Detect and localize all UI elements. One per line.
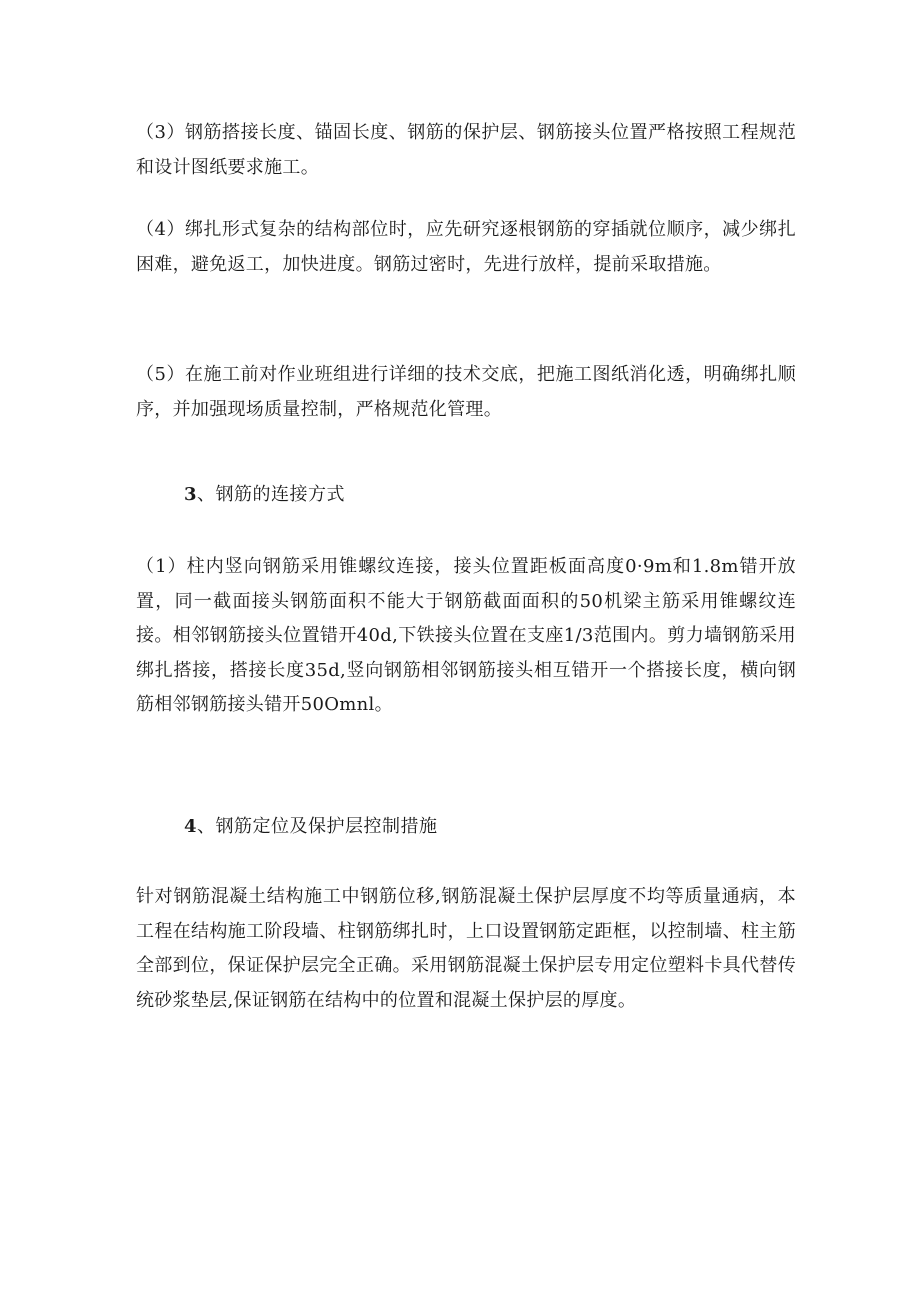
section-4-number: 4 [184, 816, 198, 837]
section-3-heading [184, 480, 345, 510]
section-3-number: 3 [184, 484, 198, 505]
section-4-body: 针对钢筋混凝土结构施工中钢筋位移,钢筋混凝土保护层厚度不均等质量通病，本工程在结构施工阶段墙、柱钢筋绑扎时，上口设置钢筋定距框，以控制墙、柱主筋全部到位，保证保护层完全正确。采用钢筋混凝土保护层专用定位塑料卡具代替传统砂浆垫层,保证钢筋在结构中的位置和混凝土保护层的厚度。 [136, 886, 796, 1011]
section-4-heading [184, 812, 438, 842]
paragraph-3: （3）钢筋搭接长度、锚固长度、钢筋的保护层、钢筋接头位置严格按照工程规范和设计图纸要求施工。 [136, 122, 796, 178]
section-3-title: 、钢筋的连接方式 [197, 484, 346, 505]
section-3-body: （1）柱内竖向钢筋采用锥螺纹连接，接头位置距板面高度0·9m和1.8m错开放置，同一截面接头钢筋面积不能大于钢筋截面面积的50机梁主筋采用锥螺纹连接。相邻钢筋接头位置错开40d,下铁接头位置在支座1/3范围内。剪力墙钢筋采用绑扎搭接，搭接长度35d,竖向钢筋相邻钢筋接头相互错开一个搭接长度，横向钢筋相邻钢筋接头错开50Omnl。 [136, 556, 796, 715]
section-4-title: 、钢筋定位及保护层控制措施 [197, 816, 438, 837]
paragraph-4: （4）绑扎形式复杂的结构部位时，应先研究逐根钢筋的穿插就位顺序，减少绑扎困难，避免返工，加快进度。钢筋过密时，先进行放样，提前采取措施。 [136, 219, 796, 275]
paragraph-5: （5）在施工前对作业班组进行详细的技术交底，把施工图纸消化透，明确绑扎顺序，并加强现场质量控制，严格规范化管理。 [136, 364, 796, 420]
